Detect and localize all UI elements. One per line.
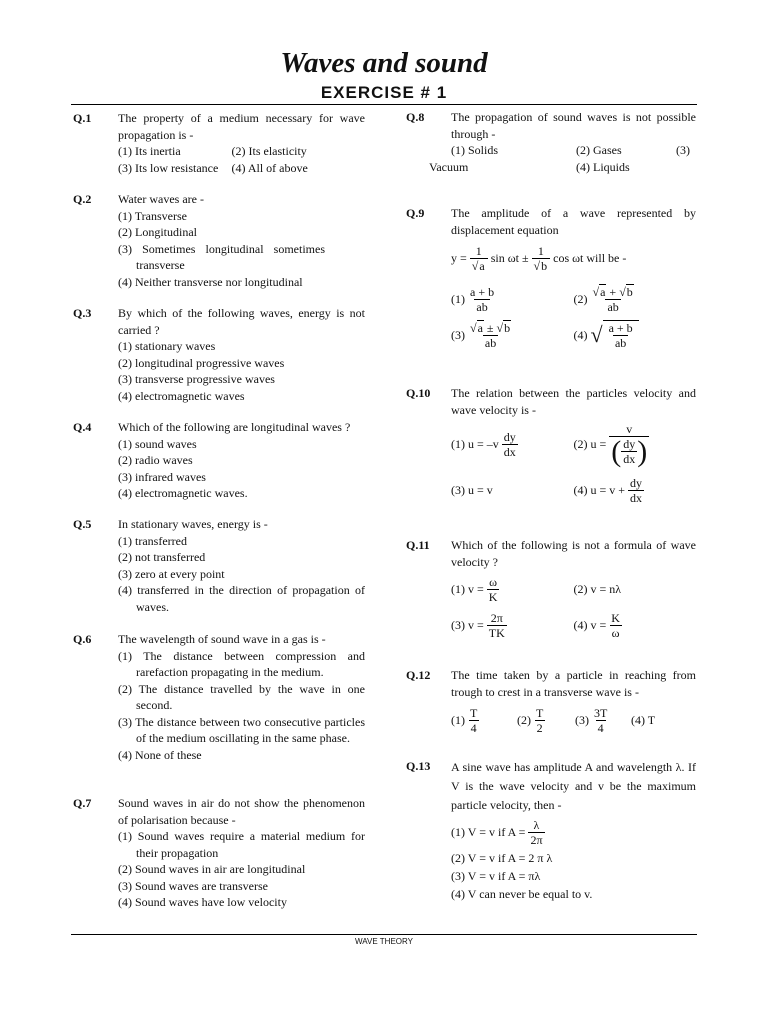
option-3: (3) transverse progressive waves — [118, 372, 275, 386]
question-stem: The propagation of sound waves is not possible through - — [451, 110, 696, 141]
option-3: (3) infrared waves — [118, 469, 206, 484]
option-4: (4) √ $\frac{a + b}{ab}$ — [574, 320, 697, 350]
option-3: (3) The distance between two consecutive particles of the medium oscillating in the same phase. — [118, 714, 365, 745]
option-4: (4) All of above — [231, 160, 308, 175]
option-2: (2) Its elasticity — [231, 144, 307, 158]
question-stem: The time taken by a particle in reaching from trough to crest in a transverse wave is - — [451, 668, 696, 699]
option-2: (2) V = v if A = 2 π λ — [451, 851, 553, 865]
option-3: (3) $\frac{√a \pm √b}{ab}$ — [451, 320, 511, 350]
question-5 — [73, 516, 365, 615]
question-stem: The relation between the particles velocity and wave velocity is - — [451, 386, 696, 417]
option-2: (2) Sound waves in air are longitudinal — [118, 862, 306, 876]
option-4: (4) electromagnetic waves — [118, 388, 245, 403]
option-1: (1) Its inertia — [118, 144, 181, 158]
question-number: Q.3 — [73, 306, 92, 320]
option-2: (2) not transferred — [118, 550, 206, 564]
option-4: (4) transferred in the direction of propagation of waves. — [118, 583, 365, 614]
question-stem: The property of a medium necessary for wave propagation is - — [118, 111, 365, 142]
option-4: (4) None of these — [118, 747, 202, 762]
question-number: Q.12 — [406, 668, 431, 682]
option-1: (1) The distance between compression and rarefaction propagating in the medium. — [118, 648, 365, 679]
option-4: (4) u = v + $\frac{dy}{dx}$ — [573, 475, 643, 505]
option-1: (1) sound waves — [118, 436, 197, 451]
question-number: Q.13 — [406, 759, 431, 773]
question-1 — [73, 110, 365, 176]
option-2: (2) $\frac{T}{2}$ — [517, 705, 544, 735]
option-3: (3) zero at every point — [118, 566, 225, 581]
question-stem: A sine wave has amplitude A and wavelength λ. If V is the wave velocity and v be the maximum particle velocity, then - — [451, 760, 696, 812]
question-11 — [406, 537, 696, 640]
question-10 — [406, 385, 696, 510]
question-number: Q.4 — [73, 420, 92, 434]
question-4 — [73, 419, 365, 502]
option-1: (1) Transverse — [118, 208, 187, 223]
option-2: (2) Longitudinal — [118, 225, 197, 239]
option-4: (4) V can never be equal to v. — [451, 887, 593, 901]
page-title: Waves and sound — [280, 47, 488, 79]
question-number: Q.9 — [406, 206, 425, 220]
option-1: (1) V = v if A = $\frac{\lambda}{2\pi}$ — [451, 817, 543, 847]
question-stem: Which of the following is not a formula of wave velocity ? — [451, 538, 696, 569]
option-2: (2) v = nλ — [573, 581, 622, 596]
question-8 — [406, 109, 696, 175]
option-2: (2) Gases — [576, 143, 622, 157]
option-1: (1) Sound waves require a material medium for their propagation — [118, 829, 365, 860]
question-stem: In stationary waves, energy is - — [118, 517, 268, 531]
question-number: Q.10 — [406, 386, 431, 400]
question-2 — [73, 191, 365, 290]
option-4: (4) T — [631, 712, 656, 727]
footer-label: WAVE THEORY — [355, 937, 413, 946]
question-number: Q.11 — [406, 538, 430, 552]
option-3: (3) u = v — [451, 482, 493, 497]
question-stem: Sound waves in air do not show the phenomenon of polarisation because - — [118, 796, 365, 827]
option-2: (2) radio waves — [118, 453, 193, 467]
exercise-heading: EXERCISE # 1 — [320, 83, 448, 102]
displacement-equation: y = $\frac{1}{√a}$ sin ωt ± $\frac{1}{√b}$ cos ωt will be - — [451, 243, 627, 273]
option-3: (3) Sometimes longitudinal sometimes transverse — [118, 241, 325, 272]
option-2: (2) u = v ( $\frac{dy}{dx}$ ) — [573, 422, 648, 468]
question-9 — [406, 205, 696, 350]
question-number: Q.2 — [73, 192, 92, 206]
question-stem: Which of the following are longitudinal waves ? — [118, 420, 351, 434]
option-4: (4) v = $\frac{K}{\omega}$ — [573, 610, 620, 640]
option-3: (3) Its low resistance — [118, 160, 219, 175]
option-4: (4) Neither transverse nor longitudinal — [118, 274, 303, 289]
bottom-divider — [71, 934, 697, 935]
option-4: (4) Liquids — [576, 159, 630, 174]
option-4: (4) Sound waves have low velocity — [118, 895, 287, 909]
option-1: (1) stationary waves — [118, 339, 216, 353]
question-stem: Water waves are - — [118, 192, 204, 206]
option-1: (1) u = –v $\frac{dy}{dx}$ — [451, 429, 516, 459]
option-1: (1) v = $\frac{\omega}{K}$ — [451, 574, 498, 604]
option-2: (2) $\frac{√a + √b}{ab}$ — [573, 284, 633, 314]
question-number: Q.1 — [73, 111, 92, 125]
question-number: Q.6 — [73, 632, 92, 646]
option-3: (3) $\frac{3T}{4}$ — [575, 705, 608, 735]
question-stem: By which of the following waves, energy is not carried ? — [118, 306, 365, 337]
option-2: (2) longitudinal progressive waves — [118, 355, 285, 370]
option-1: (1) transferred — [118, 533, 187, 548]
option-2: (2) The distance travelled by the wave in one second. — [118, 681, 365, 712]
option-3-text: Vacuum — [429, 159, 469, 174]
question-number: Q.7 — [73, 796, 92, 810]
question-number: Q.5 — [73, 517, 92, 531]
top-divider — [71, 104, 697, 105]
question-7 — [73, 795, 365, 911]
option-3-number: (3) — [676, 143, 690, 157]
option-3: (3) V = v if A = πλ — [451, 869, 541, 883]
question-3 — [73, 305, 365, 404]
option-3: (3) Sound waves are transverse — [118, 878, 268, 893]
question-12 — [406, 667, 696, 738]
question-number: Q.8 — [406, 110, 425, 124]
option-1: (1) $\frac{a + b}{ab}$ — [451, 284, 495, 314]
option-1: (1) Solids — [451, 143, 499, 157]
question-stem: The amplitude of a wave represented by displacement equation — [451, 206, 696, 237]
question-6 — [73, 631, 365, 763]
question-13 — [406, 758, 696, 903]
option-3: (3) v = $\frac{2\pi}{TK}$ — [451, 610, 505, 640]
question-stem: The wavelength of sound wave in a gas is - — [118, 632, 326, 646]
option-1: (1) $\frac{T}{4}$ — [451, 705, 478, 735]
option-4: (4) electromagnetic waves. — [118, 486, 248, 500]
